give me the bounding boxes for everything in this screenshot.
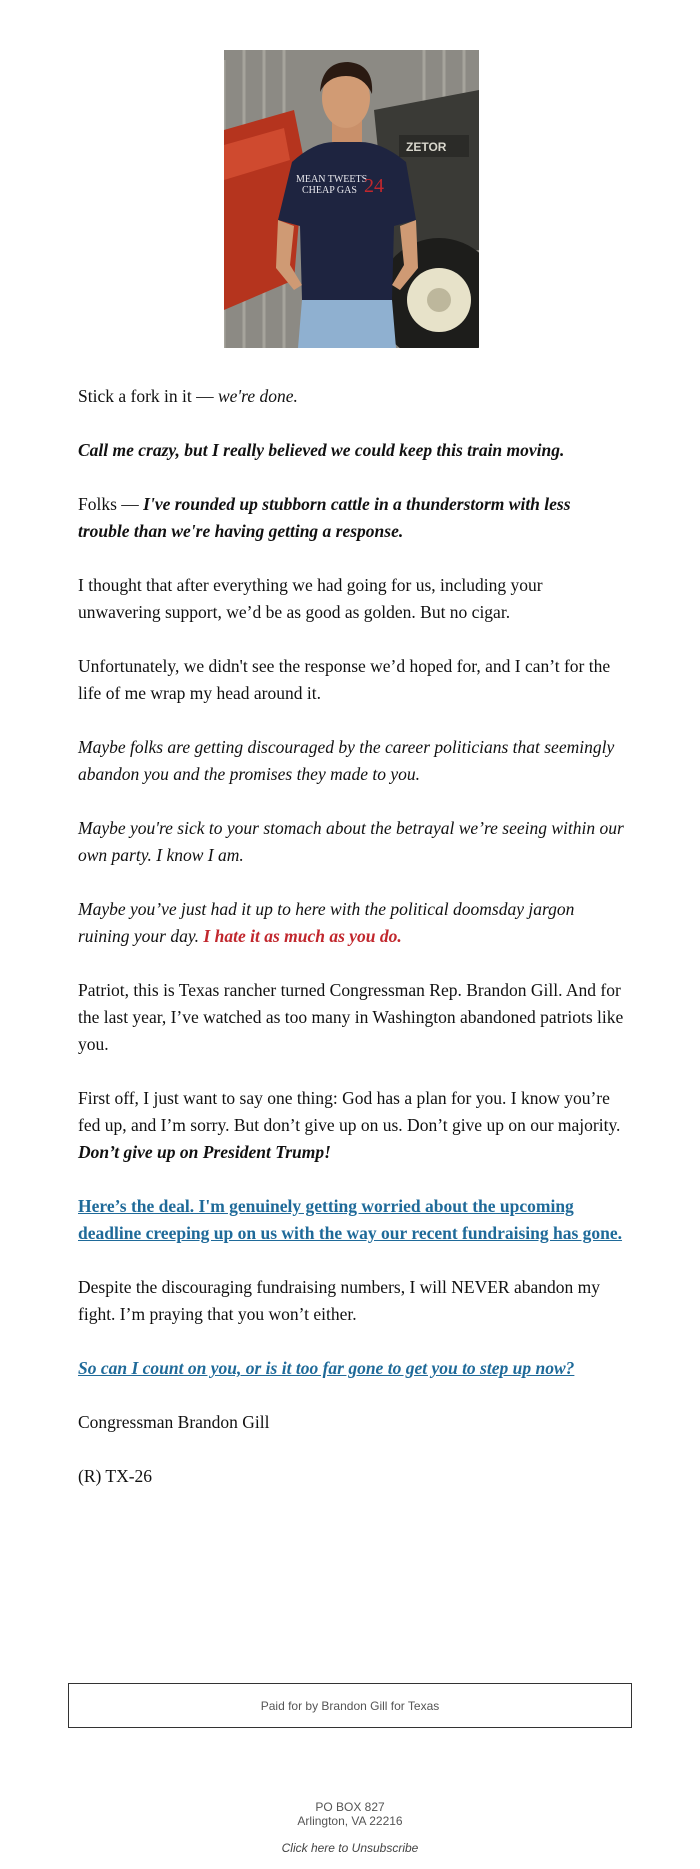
text-run: Folks —	[78, 494, 144, 514]
text-run: Stick a fork in it —	[78, 386, 218, 406]
text-run-bold-italic: Don’t give up on President Trump!	[78, 1142, 331, 1162]
text-run-italic: Maybe you’ve just had it up to here with the political doomsday jargon ruining your day.	[78, 899, 575, 946]
header-photo	[224, 50, 479, 348]
jeans	[298, 300, 396, 348]
paragraph: Despite the discouraging fundraising numbers, I will NEVER abandon my fight. I’m praying that you won’t either.	[78, 1277, 600, 1324]
paragraph	[78, 383, 626, 410]
paragraph	[78, 896, 626, 950]
paid-for-disclaimer	[68, 1683, 632, 1728]
address-line-1: PO BOX 827	[315, 1800, 385, 1814]
paragraph	[78, 1355, 626, 1382]
text-run: First off, I just want to say one thing: God has a plan for you. I know you’re fed up, and I’m sorry. But don’t give up on us. Don’t give up on our majority.	[78, 1088, 621, 1135]
letter-body	[78, 383, 626, 1517]
paragraph: I thought that after everything we had going for us, including your unwavering support, we’d be as good as golden. But no cigar.	[78, 575, 543, 622]
step-up-link[interactable]: So can I count on you, or is it too far gone to get you to step up now?	[78, 1358, 575, 1378]
shirt-text-line1: MEAN TWEETS	[296, 174, 368, 185]
shirt-text-line2: CHEAP GAS	[302, 185, 357, 196]
tractor-hub	[427, 288, 451, 312]
disclaimer-text: Paid for by Brandon Gill for Texas	[260, 1698, 440, 1713]
text-run-red-emphasis: I hate it as much as you do.	[203, 926, 402, 946]
signature-name: Congressman Brandon Gill	[78, 1412, 270, 1432]
unsubscribe-link[interactable]: Click here to Unsubscribe	[281, 1841, 419, 1855]
signature-district: (R) TX-26	[78, 1466, 153, 1486]
paragraph: Call me crazy, but I really believed we could keep this train moving.	[78, 440, 565, 460]
paragraph	[78, 1193, 626, 1247]
donate-link[interactable]: Here’s the deal. I'm genuinely getting worried about the upcoming deadline creeping up on us with the way our recent fundraising has gone.	[78, 1196, 623, 1243]
tractor-brand-text: ZETOR	[406, 140, 447, 154]
text-run-italic: we're done.	[217, 386, 298, 406]
address-line-2: Arlington, VA 22216	[297, 1814, 403, 1828]
paragraph: Patriot, this is Texas rancher turned Congressman Rep. Brandon Gill. And for the last year, I’ve watched as too many in Washington abandoned patriots like you.	[78, 980, 624, 1054]
paragraph: Maybe you're sick to your stomach about the betrayal we’re seeing within our own party. I know I am.	[78, 818, 624, 865]
shirt-text-year: 24	[364, 175, 384, 197]
paragraph	[78, 1085, 626, 1166]
photo-illustration	[224, 50, 479, 348]
paragraph: Unfortunately, we didn't see the response we’d hoped for, and I can’t for the life of me wrap my head around it.	[78, 656, 611, 703]
paragraph: Maybe folks are getting discouraged by the career politicians that seemingly abandon you and the promises they made to you.	[78, 737, 615, 784]
text-run-bold-italic: I've rounded up stubborn cattle in a thunderstorm with less trouble than we're having getting a response.	[78, 494, 571, 541]
paragraph	[78, 491, 626, 545]
